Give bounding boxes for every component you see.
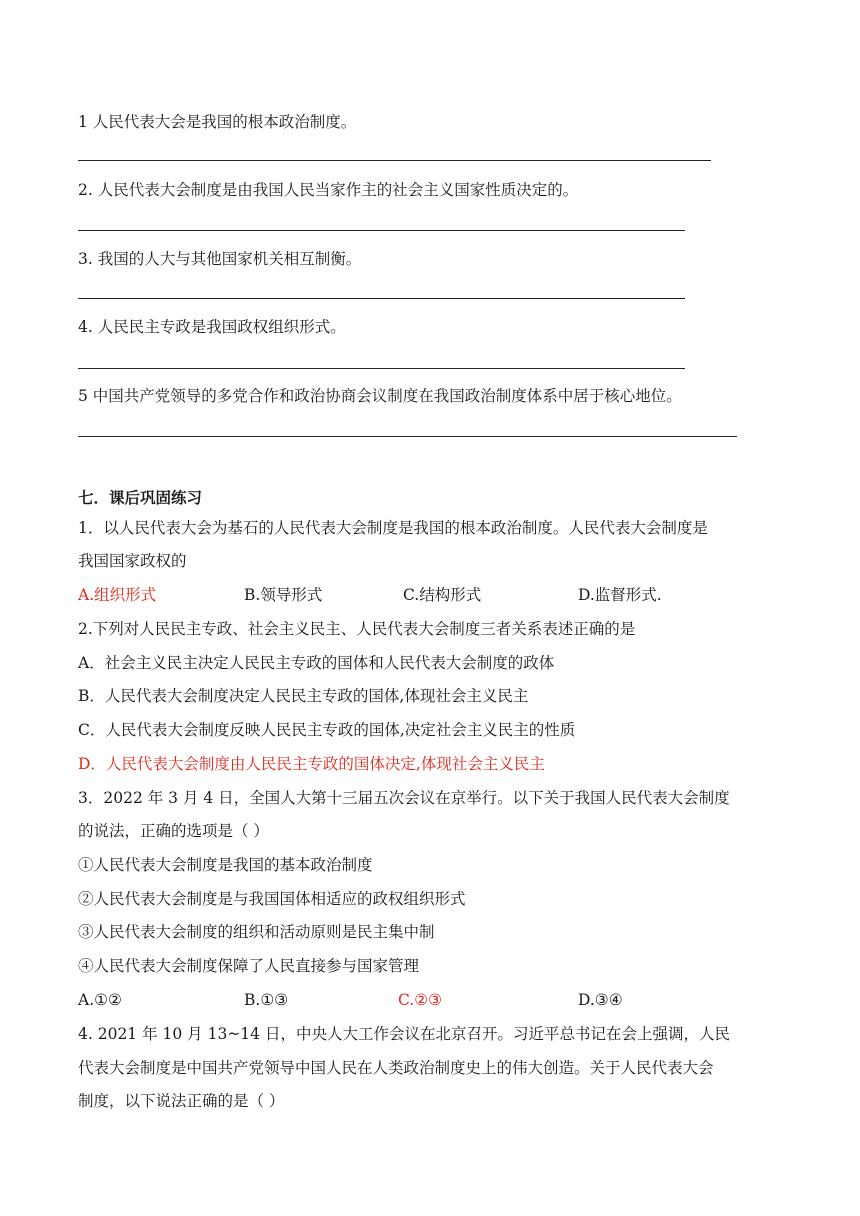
q3-statement-2: ②人民代表大会制度是与我国国体相适应的政权组织形式 xyxy=(78,890,466,908)
q1-option-c: C.结构形式 xyxy=(403,586,482,604)
q1-stem-line1: 1．以人民代表大会为基石的人民代表大会制度是我国的根本政治制度。人民代表大会制度是 xyxy=(78,519,708,537)
q1-option-d: D.监督形式. xyxy=(578,586,662,604)
answer-line-3 xyxy=(78,298,685,299)
q3-option-a: A.①② xyxy=(78,991,122,1009)
q3-stem-line2: 的说法，正确的选项是（ ） xyxy=(78,822,269,840)
q4-stem-line3: 制度，以下说法正确的是（ ） xyxy=(78,1092,285,1110)
q1-stem-line2: 我国国家政权的 xyxy=(78,552,187,570)
section-heading: 七．课后巩固练习 xyxy=(78,489,203,507)
statement-3: 3. 我国的人大与其他国家机关相互制衡。 xyxy=(78,250,362,268)
answer-line-2 xyxy=(78,230,685,231)
statement-2: 2. 人民代表大会制度是由我国人民当家作主的社会主义国家性质决定的。 xyxy=(78,181,579,199)
q1-option-b: B.领导形式 xyxy=(244,586,323,604)
q3-option-d: D.③④ xyxy=(578,991,623,1009)
q3-option-b: B.①③ xyxy=(244,991,289,1009)
q4-stem-line1: 4. 2021 年 10 月 13~14 日，中央人大工作会议在北京召开。习近平总书记在会上强调，人民 xyxy=(78,1025,730,1043)
q3-statement-3: ③人民代表大会制度的组织和活动原则是民主集中制 xyxy=(78,923,435,941)
q1-option-a: A.组织形式 xyxy=(78,586,157,604)
q2-stem: 2.下列对人民民主专政、社会主义民主、人民代表大会制度三者关系表述正确的是 xyxy=(78,620,636,638)
q2-option-c: C．人民代表大会制度反映人民民主专政的国体,决定社会主义民主的性质 xyxy=(78,721,576,739)
statement-1: 1 人民代表大会是我国的根本政治制度。 xyxy=(78,113,357,131)
q2-option-a: A．社会主义民主决定人民民主专政的国体和人民代表大会制度的政体 xyxy=(78,654,555,672)
q3-option-c: C.②③ xyxy=(398,991,443,1009)
answer-line-1 xyxy=(78,160,711,161)
answer-line-4 xyxy=(78,368,685,369)
answer-line-5 xyxy=(78,436,737,437)
q3-statement-1: ①人民代表大会制度是我国的基本政治制度 xyxy=(78,856,373,874)
q3-stem-line1: 3．2022 年 3 月 4 日，全国人大第十三届五次会议在京举行。以下关于我国人民代表大会制度 xyxy=(78,789,730,807)
q2-option-d: D．人民代表大会制度由人民民主专政的国体决定,体现社会主义民主 xyxy=(78,755,545,773)
q2-option-b: B．人民代表大会制度决定人民民主专政的国体,体现社会主义民主 xyxy=(78,687,529,705)
statement-5: 5 中国共产党领导的多党合作和政治协商会议制度在我国政治制度体系中居于核心地位。 xyxy=(78,387,682,405)
q4-stem-line2: 代表大会制度是中国共产党领导中国人民在人类政治制度史上的伟大创造。关于人民代表大会 xyxy=(78,1059,714,1077)
q3-statement-4: ④人民代表大会制度保障了人民直接参与国家管理 xyxy=(78,957,420,975)
statement-4: 4. 人民民主专政是我国政权组织形式。 xyxy=(78,318,346,336)
